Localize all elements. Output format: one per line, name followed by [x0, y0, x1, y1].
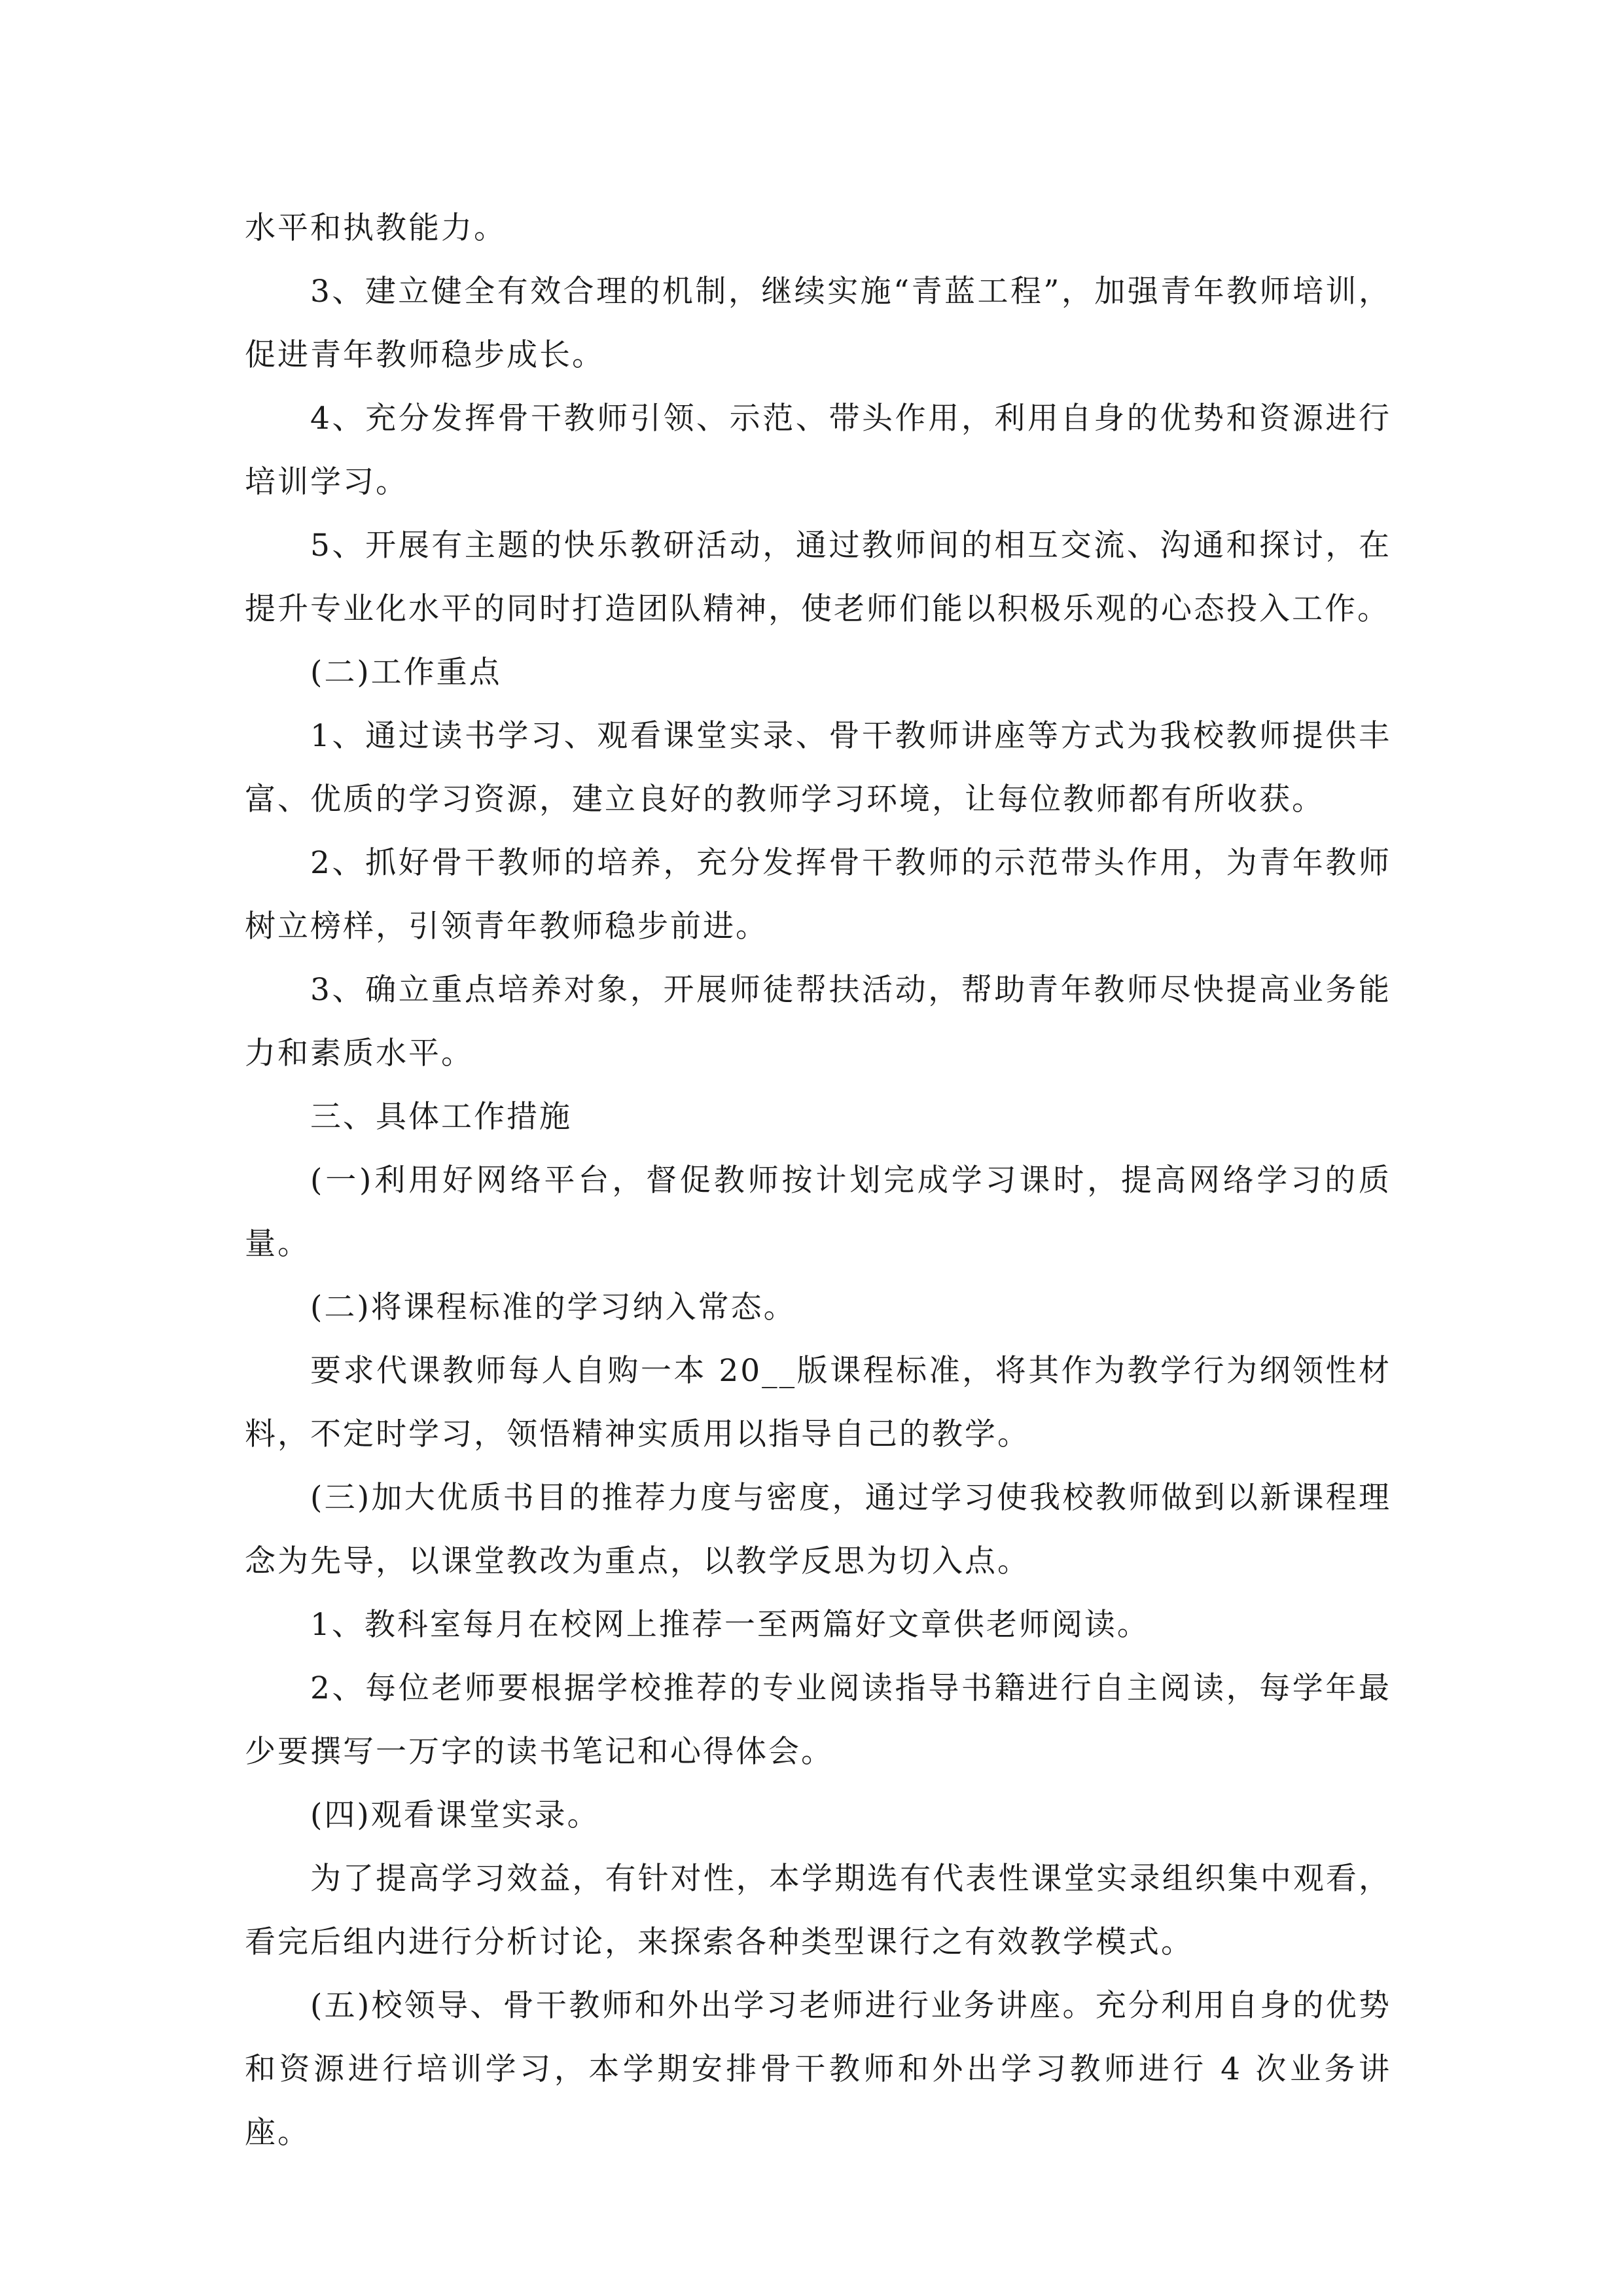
paragraph-item-5: 5、开展有主题的快乐教研活动，通过教师间的相互交流、沟通和探讨，在提升专业化水平的同时打造团队精神，使老师们能以积极乐观的心态投入工作。 [245, 528, 1391, 627]
section-heading-measures: 三、具体工作措施 [310, 1099, 572, 1135]
paragraph-item-3: 3、建立健全有效合理的机制，继续实施“青蓝工程”，加强青年教师培训，促进青年教师稳步成长。 [245, 274, 1391, 373]
paragraph-item-4: 4、充分发挥骨干教师引领、示范、带头作用，利用自身的优势和资源进行培训学习。 [245, 401, 1391, 500]
paragraph-measure-5: (五)校领导、骨干教师和外出学习老师进行业务讲座。充分利用自身的优势和资源进行培训学习，本学期安排骨干教师和外出学习教师进行 4 次业务讲座。 [245, 1988, 1391, 2151]
paragraph-measure-4: (四)观看课堂实录。 [310, 1797, 600, 1833]
paragraph-focus-2: 2、抓好骨干教师的培养，充分发挥骨干教师的示范带头作用，为青年教师树立榜样，引领青年教师稳步前进。 [245, 845, 1391, 944]
document-body [245, 196, 1391, 2164]
paragraph-continuation: 水平和执教能力。 [245, 210, 507, 246]
paragraph-focus-3: 3、确立重点培养对象，开展师徒帮扶活动，帮助青年教师尽快提高业务能力和素质水平。 [245, 972, 1391, 1071]
section-heading-work-focus: (二)工作重点 [310, 655, 502, 691]
paragraph-measure-1: (一)利用好网络平台，督促教师按计划完成学习课时，提高网络学习的质量。 [245, 1162, 1391, 1262]
paragraph-measure-2: (二)将课程标准的学习纳入常态。 [310, 1289, 796, 1325]
paragraph-measure-4-detail: 为了提高学习效益，有针对性，本学期选有代表性课堂实录组织集中观看，看完后组内进行分析讨论，来探索各种类型课行之有效教学模式。 [245, 1861, 1391, 1960]
paragraph-measure-3: (三)加大优质书目的推荐力度与密度，通过学习使我校教师做到以新课程理念为先导，以课堂教改为重点，以教学反思为切入点。 [245, 1480, 1391, 1579]
paragraph-focus-1: 1、通过读书学习、观看课堂实录、骨干教师讲座等方式为我校教师提供丰富、优质的学习资源，建立良好的教师学习环境，让每位教师都有所收获。 [245, 718, 1391, 817]
paragraph-measure-2-detail: 要求代课教师每人自购一本 20__版课程标准，将其作为教学行为纲领性材料，不定时学习，领悟精神实质用以指导自己的教学。 [245, 1353, 1391, 1452]
paragraph-measure-3-item-2: 2、每位老师要根据学校推荐的专业阅读指导书籍进行自主阅读，每学年最少要撰写一万字的读书笔记和心得体会。 [245, 1670, 1391, 1770]
paragraph-measure-3-item-1: 1、教科室每月在校网上推荐一至两篇好文章供老师阅读。 [310, 1607, 1150, 1643]
